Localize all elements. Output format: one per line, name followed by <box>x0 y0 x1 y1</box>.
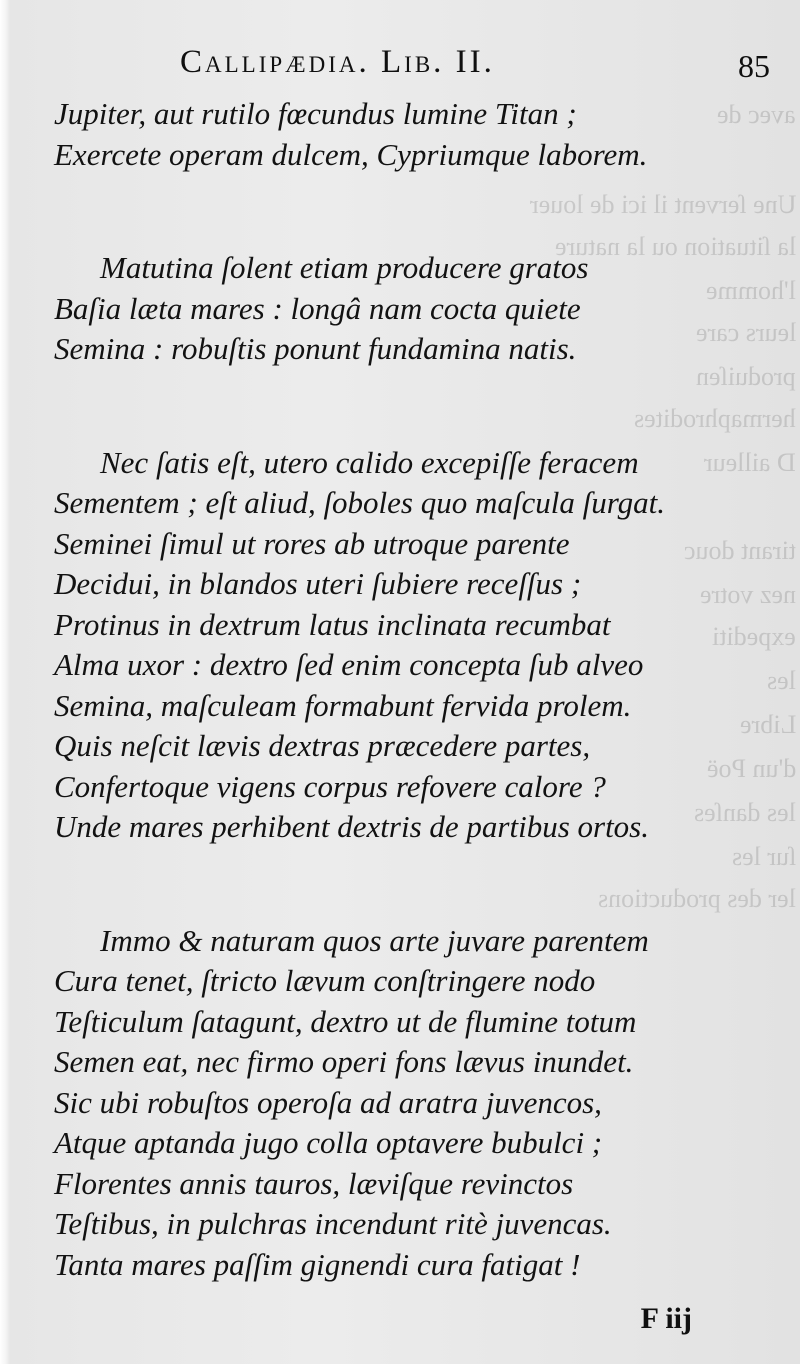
stanza <box>54 443 774 848</box>
verse-line: Tanta mares paſſim gignendi cura fatigat ! <box>54 1246 581 1282</box>
page-header <box>180 44 770 84</box>
signature-mark: F iij <box>640 1302 692 1335</box>
page-edge <box>0 0 10 1364</box>
verse-line: Matutina ſolent etiam producere gratos <box>100 250 589 285</box>
verse-line: Quis neſcit lævis dextras præcedere partes, <box>54 728 591 763</box>
verse-line: Alma uxor : dextro ſed enim concepta ſub alveo <box>54 647 644 682</box>
show-through-text: avec de Une ſervent il ici de louer la ſituation ou la nature l'homme leurs care produiſen hermaphrodites D ailleur tirant douc nez votre expediti les Libre d'un Poë les danſes ſur les ler des productions <box>529 100 796 913</box>
stanza <box>54 94 774 175</box>
verse-line: Sic ubi robuſtos operoſa ad aratra juvencos, <box>54 1084 602 1120</box>
verse-line: Seminei ſimul ut rores ab utroque parente <box>54 525 570 561</box>
verse-line: Decidui, in blandos uteri ſubiere receſſus ; <box>54 566 582 601</box>
verse-line: Exercete operam dulcem, Cypriumque laborem. <box>54 136 648 172</box>
verse-line: Confertoque vigens corpus refovere calore ? <box>54 768 606 804</box>
verse-line: Baſia læta mares : longâ nam cocta quiete <box>54 290 581 326</box>
verse-line: Sementem ; eſt aliud, ſoboles quo maſcula ſurgat. <box>54 485 666 520</box>
running-title: Callipædia. Lib. II. <box>180 44 495 80</box>
verse-line: Protinus in dextrum latus inclinata recumbat <box>54 606 611 642</box>
verse-line: Nec ſatis eſt, utero calido excepiſſe feracem <box>100 444 639 480</box>
verse-line: Atque aptanda jugo colla optavere bubulci ; <box>54 1125 603 1160</box>
verse-line: Immo & naturam quos arte juvare parentem <box>100 922 649 958</box>
verse-line: Florentes annis tauros, læviſque revinctos <box>54 1165 574 1201</box>
verse-line: Teſtibus, in pulchras incendunt ritè juvencas. <box>54 1206 612 1241</box>
verse-line: Semen eat, nec firmo operi fons lævus inundet. <box>54 1044 634 1079</box>
poem-text <box>54 94 774 1285</box>
verse-line: Semina : robuſtis ponunt fundamina natis. <box>54 331 577 366</box>
verse-line: Unde mares perhibent dextris de partibus ortos. <box>54 809 649 844</box>
verse-line: Cura tenet, ſtricto lævum conſtringere nodo <box>54 963 596 998</box>
stanza <box>54 921 774 1286</box>
verse-line: Jupiter, aut rutilo fœcundus lumine Titan ; <box>54 96 577 131</box>
page-number: 85 <box>738 48 770 84</box>
stanza <box>54 248 774 370</box>
verse-line: Semina, maſculeam formabunt fervida prolem. <box>54 687 632 723</box>
verse-line: Teſticulum ſatagunt, dextro ut de flumine totum <box>54 1003 637 1039</box>
